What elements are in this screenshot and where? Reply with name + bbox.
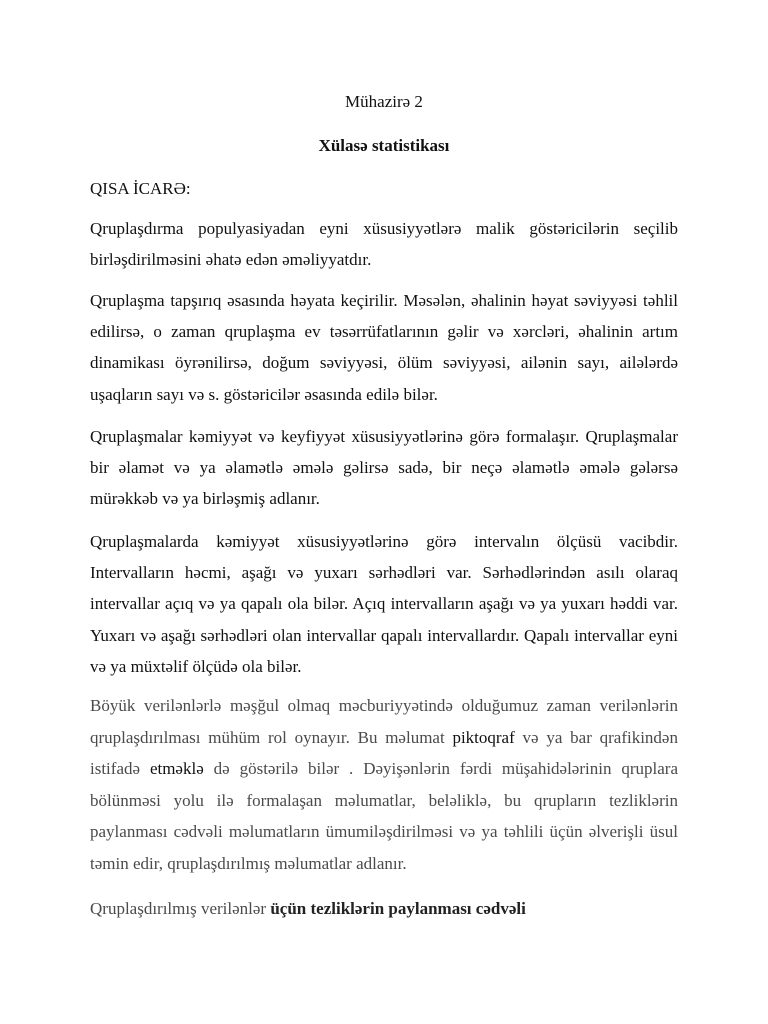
paragraph-5 [90, 690, 678, 880]
paragraph-1: Qruplaşdırma populyasiyadan eyni xüsusiyyətlərə malik göstəricilərin seçilib birləşdirilməsini əhatə edən əməliyyatdır. [90, 219, 678, 270]
term-pictograph: piktoqraf [452, 727, 515, 747]
paragraph-5-text-a: Böyük verilənlərlə məşğul olmaq məcburiyyətində olduğumuz zaman verilənlərin qruplaşdırılması mühüm rol oynayır. Bu məlumat [90, 696, 678, 747]
section-label: QISA İCARƏ: [90, 179, 191, 198]
paragraph-5-text-b: və ya bar qrafikindən istifadə [90, 727, 678, 779]
paragraph-5-text-c: də göstərilə bilər . Dəyişənlərin fərdi müşahidələrinin qruplara bölünməsi yolu ilə formalaşan məlumatlar, beləliklə, bu qrupların tezliklərin paylanması cədvəli məlumatların ümumiləşdirilməsi və ya təhlili üçün əlverişli üsul təmin edir, qruplaşdırılmış məlumatlar adlanır. [90, 759, 678, 873]
subheading [90, 899, 526, 919]
lecture-number: Mühazirə 2 [345, 92, 423, 111]
subheading-plain: Qruplaşdırılmış verilənlər [90, 899, 271, 918]
paragraph-3: Qruplaşmalar kəmiyyət və keyfiyyət xüsusiyyətlərinə görə formalaşır. Qruplaşmalar bir əlamət və ya əlamətlə əmələ gəlirsə sadə, bir neçə əlamətlə əmələ gələrsə mürəkkəb və ya birləşmiş adlanır. [90, 427, 678, 509]
term-etmekle: etməklə [149, 759, 204, 779]
document-title: Xülasə statistikası [318, 136, 450, 155]
paragraph-2: Qruplaşma tapşırıq əsasında həyata keçirilir. Məsələn, əhalinin həyat səviyyəsi təhlil edilirsə, o zaman qruplaşma ev təsərrüfatlarının gəlir və xərcləri, əhalinin artım dinamikası öyrənilirsə, doğum səviyyəsi, ölüm səviyyəsi, ailənin sayı, ailələrdə uşaqların sayı və s. göstəricilər əsasında edilə bilər. [90, 291, 678, 404]
subheading-bold: üçün tezliklərin paylanması cədvəli [270, 899, 526, 918]
paragraph-4: Qruplaşmalarda kəmiyyət xüsusiyyətlərinə görə intervalın ölçüsü vacibdir. Intervalların həcmi, aşağı və yuxarı sərhədləri var. Sərhədlərindən asılı olaraq intervallar açıq və ya qapalı ola bilər. Açıq intervalların aşağı və ya yuxarı həddi var. Yuxarı və aşağı sərhədləri olan intervallar qapalı intervallardır. Qapalı intervallar eyni və ya müxtəlif ölçüdə ola bilər. [90, 532, 678, 676]
